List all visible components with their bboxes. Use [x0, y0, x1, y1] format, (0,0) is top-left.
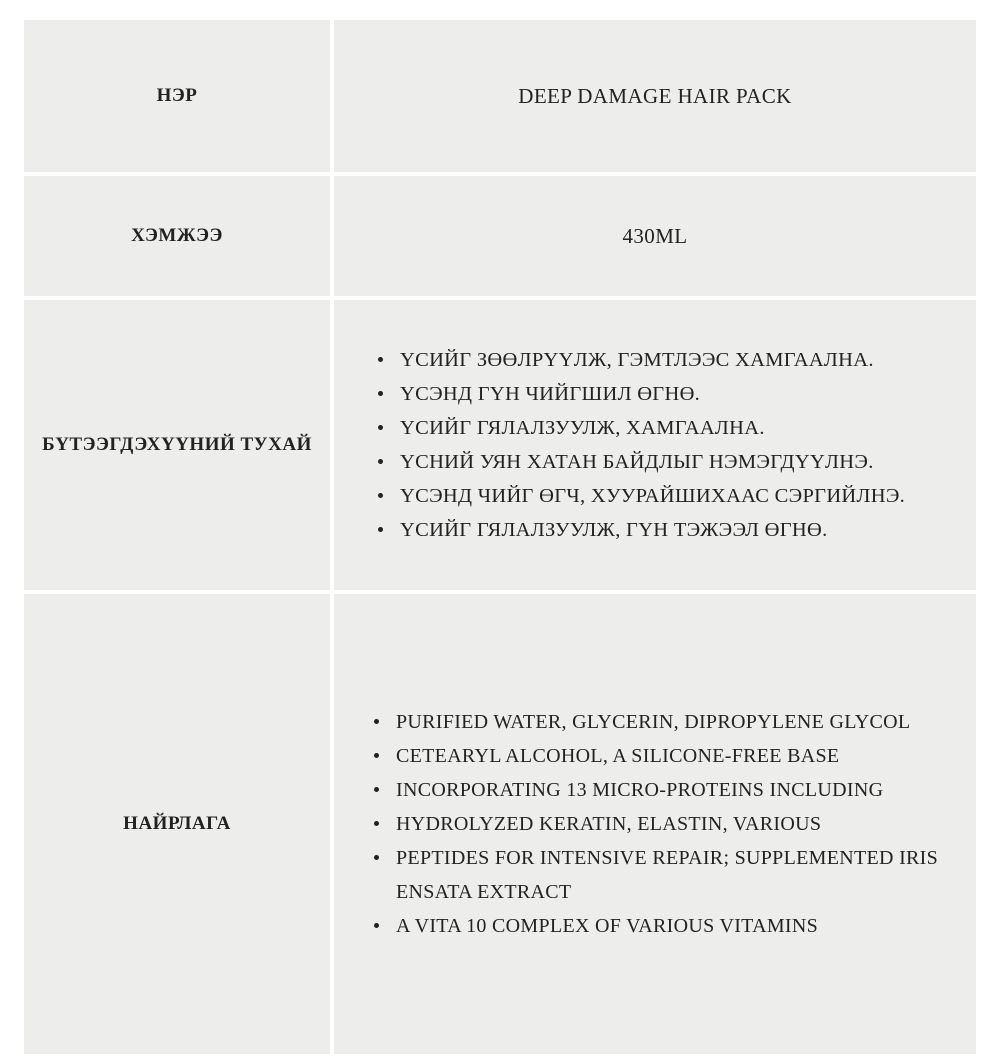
- row-label-size: ХЭМЖЭЭ: [24, 176, 330, 296]
- row-value-about: [334, 300, 976, 590]
- row-value-name: DEEP DAMAGE HAIR PACK: [334, 20, 976, 172]
- list-item: INCORPORATING 13 MICRO-PROTEINS INCLUDING: [392, 773, 958, 807]
- row-label-name: НЭР: [24, 20, 330, 172]
- list-item: ҮСНИЙ УЯН ХАТАН БАЙДЛЫГ НЭМЭГДҮҮЛНЭ.: [396, 445, 958, 479]
- table-row-about: [24, 300, 976, 590]
- row-value-size: 430ML: [334, 176, 976, 296]
- table-row-name: [24, 20, 976, 172]
- list-item: PURIFIED WATER, GLYCERIN, DIPROPYLENE GLYCOL: [392, 705, 958, 739]
- row-label-ingredients: НАЙРЛАГА: [24, 594, 330, 1054]
- row-label-about: БҮТЭЭГДЭХҮҮНИЙ ТУХАЙ: [24, 300, 330, 590]
- list-item: ҮСИЙГ ГЯЛАЛЗУУЛЖ, ГҮН ТЭЖЭЭЛ ӨГНӨ.: [396, 513, 958, 547]
- row-value-ingredients: [334, 594, 976, 1054]
- list-item: CETEARYL ALCOHOL, A SILICONE-FREE BASE: [392, 739, 958, 773]
- table-row-ingredients: [24, 594, 976, 1054]
- about-bullet-list: [334, 343, 976, 547]
- list-item: A VITA 10 COMPLEX OF VARIOUS VITAMINS: [392, 909, 958, 943]
- list-item: ҮСИЙГ ЗӨӨЛРҮҮЛЖ, ГЭМТЛЭЭС ХАМГААЛНА.: [396, 343, 958, 377]
- product-spec-table: [20, 16, 980, 1058]
- list-item: ҮСЭНД ЧИЙГ ӨГЧ, ХУУРАЙШИХААС СЭРГИЙЛНЭ.: [396, 479, 958, 513]
- list-item: PEPTIDES FOR INTENSIVE REPAIR; SUPPLEMENTED IRIS ENSATA EXTRACT: [392, 841, 958, 909]
- list-item: ҮСИЙГ ГЯЛАЛЗУУЛЖ, ХАМГААЛНА.: [396, 411, 958, 445]
- table-row-size: [24, 176, 976, 296]
- list-item: ҮСЭНД ГҮН ЧИЙГШИЛ ӨГНӨ.: [396, 377, 958, 411]
- list-item: HYDROLYZED KERATIN, ELASTIN, VARIOUS: [392, 807, 958, 841]
- ingredients-bullet-list: [334, 705, 976, 943]
